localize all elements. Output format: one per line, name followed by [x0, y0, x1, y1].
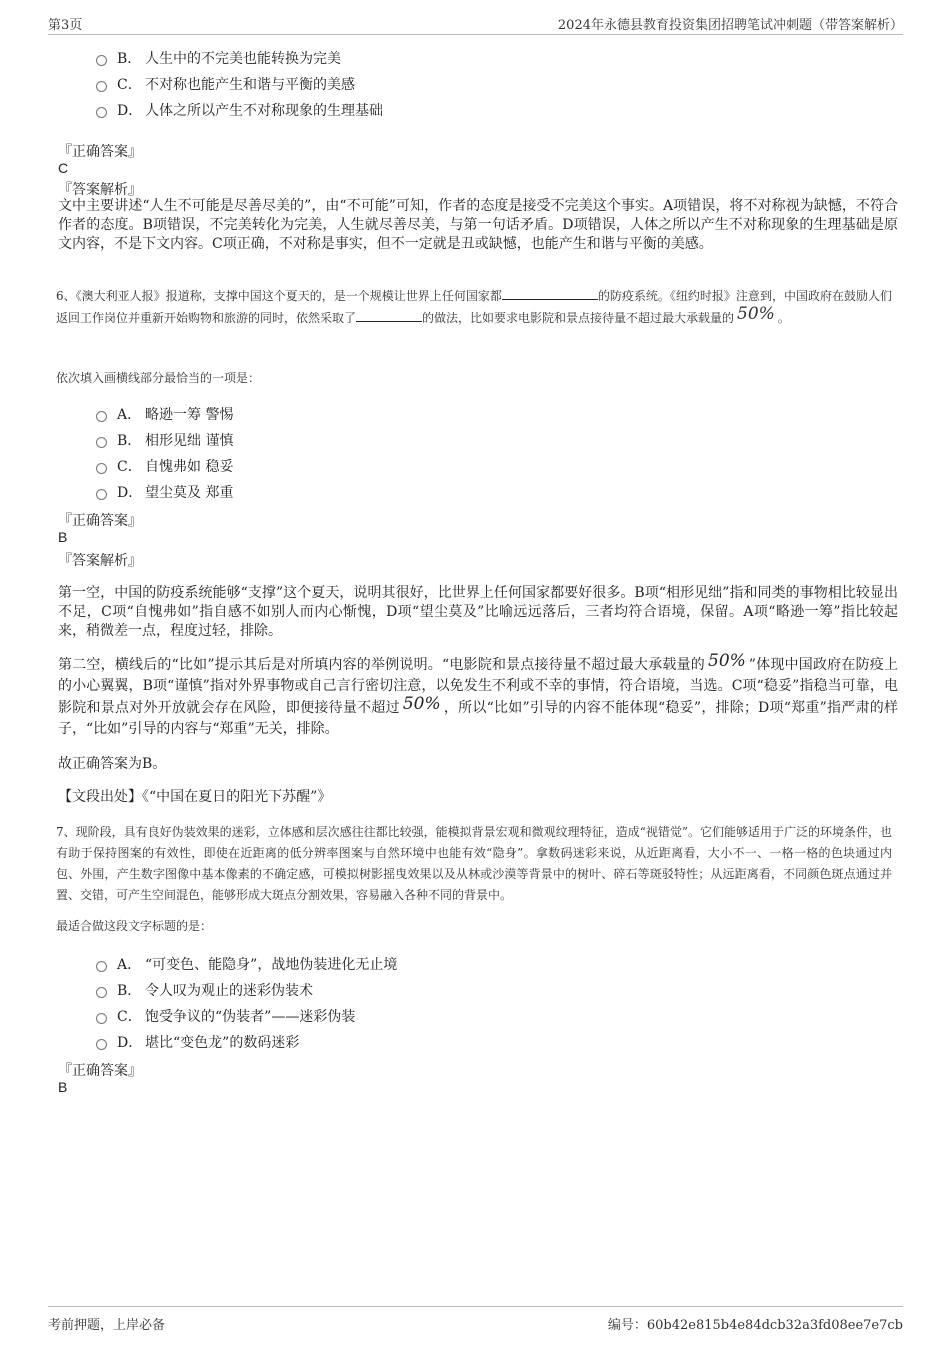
radio-icon[interactable]	[96, 961, 107, 972]
radio-icon[interactable]	[96, 81, 107, 92]
q6-analysis-p2: 第二空，横线后的“比如”提示其后是对所填内容的举例说明。“电影院和景点接待量不超过最大承载量的 50% ”体现中国政府在防疫上的小心翼翼，B项“谨慎”指对外界事物或自己言行密切注意，以免发生不利或不幸的事情，符合语境，当选。C项“稳妥”指稳当可靠，电影院和景点对外开放就会存在风险，即便接待量不超过 50% ，所以“比如”引导的内容不能体现“稳妥”，排除；D项“郑重”指严肃的样子，“比如”引导的内容与“郑重”无关，排除。	[58, 651, 899, 737]
header-divider	[48, 34, 903, 35]
q5-answer: C	[58, 160, 69, 176]
q7-prompt: 最适合做这段文字标题的是：	[56, 919, 213, 933]
q6-option-c[interactable]: C． 自愧弗如 稳妥	[96, 456, 233, 476]
q7-option-b[interactable]: B． 令人叹为观止的迷彩伪装术	[96, 980, 313, 1000]
q5-option-d[interactable]: D． 人体之所以产生不对称现象的生理基础	[96, 100, 383, 120]
q6-answer: B	[58, 529, 68, 545]
footer-slogan: 考前押题，上岸必备	[48, 1318, 166, 1333]
q5-answer-label: 『正确答案』	[58, 144, 142, 160]
radio-icon[interactable]	[96, 437, 107, 448]
document-title: 2024年永德县教育投资集团招聘笔试冲刺题（带答案解析）	[557, 18, 903, 33]
q6-answer-label: 『正确答案』	[58, 513, 142, 529]
q7-option-a[interactable]: A． “可变色、能隐身”，战地伪装进化无止境	[96, 954, 397, 974]
radio-icon[interactable]	[96, 1013, 107, 1024]
q5-analysis-label: 『答案解析』	[58, 182, 142, 198]
q6-analysis-label: 『答案解析』	[58, 553, 142, 569]
q6-option-b[interactable]: B． 相形见绌 谨慎	[96, 430, 233, 450]
q6-option-a[interactable]: A． 略逊一筹 警惕	[96, 404, 233, 424]
q6-stem: 6、《澳大利亚人报》报道称，支撑中国这个夏天的，是一个规模让世界上任何国家都 的防疫系统。《纽约时报》注意到，中国政府在鼓励人们返回工作岗位并重新开始购物和旅游的同时，依然采取了 的做法，比如要求电影院和景点接待量不超过最大承载量的 50% 。	[56, 289, 892, 325]
blank-2	[356, 309, 422, 322]
radio-icon[interactable]	[96, 463, 107, 474]
q6-prompt: 依次填入画横线部分最恰当的一项是：	[56, 371, 261, 385]
q5-option-c[interactable]: C． 不对称也能产生和谐与平衡的美感	[96, 74, 355, 94]
footer-divider	[48, 1306, 903, 1307]
q6-analysis-p1: 第一空，中国的防疫系统能够“支撑”这个夏天，说明其很好，比世界上任何国家都要好很多。B项“相形见绌”指和同类的事物相比较显出不足，C项“自愧弗如”指自感不如别人而内心惭愧，D项“望尘莫及”比喻远远落后，三者均符合语境，保留。A项“略逊一筹”指比较起来，稍微差一点，程度过轻，排除。	[58, 585, 898, 639]
radio-icon[interactable]	[96, 107, 107, 118]
q6-source: 【文段出处】《“中国在夏日的阳光下苏醒”》	[58, 789, 332, 805]
radio-icon[interactable]	[96, 987, 107, 998]
q7-answer: B	[58, 1079, 68, 1095]
q7-option-d[interactable]: D． 堪比“变色龙”的数码迷彩	[96, 1032, 299, 1052]
page-number: 第3页	[48, 18, 83, 33]
q5-analysis: 文中主要讲述“人生不可能是尽善尽美的”，由“不可能”可知，作者的态度是接受不完美这个事实。A项错误，将不对称视为缺憾，不符合作者的态度。B项错误，不完美转化为完美，人生就尽善尽美，与第一句话矛盾。D项错误，人体之所以产生不对称现象的生理基础是原文内容，不是下文内容。C项正确，不对称是事实，但不一定就是丑或缺憾，也能产生和谐与平衡的美感。	[58, 198, 898, 252]
radio-icon[interactable]	[96, 411, 107, 422]
q7-stem: 7、现阶段，具有良好伪装效果的迷彩，立体感和层次感往往都比较强，能模拟背景宏观和微观纹理特征，造成“视错觉”。它们能够适用于广泛的环境条件，也有助于保持图案的有效性，即使在近距离的低分辨率图案与自然环境中也能有效“隐身”。拿数码迷彩来说，从近距离看，大小不一、一格一格的色块通过内包、外围，产生数字图像中基本像素的不确定感，可模拟树影摇曳效果以及从林或沙漠等背景中的树叶、碎石等斑驳特性；从远距离看，不同颜色斑点通过并置、交错，可产生空间混色，能够形成大斑点分割效果，容易融入各种不同的背景中。	[56, 825, 892, 902]
q5-option-b[interactable]: B． 人生中的不完美也能转换为完美	[96, 48, 341, 68]
q7-option-c[interactable]: C． 饱受争议的“伪装者”——迷彩伪装	[96, 1006, 355, 1026]
document-id: 编号：60b42e815b4e84dcb32a3fd08ee7e7cb	[607, 1318, 903, 1333]
q7-answer-label: 『正确答案』	[58, 1063, 142, 1079]
q6-conclusion: 故正确答案为B。	[58, 756, 167, 772]
radio-icon[interactable]	[96, 489, 107, 500]
radio-icon[interactable]	[96, 55, 107, 66]
radio-icon[interactable]	[96, 1039, 107, 1050]
blank-1	[502, 287, 598, 300]
q6-option-d[interactable]: D． 望尘莫及 郑重	[96, 482, 233, 502]
